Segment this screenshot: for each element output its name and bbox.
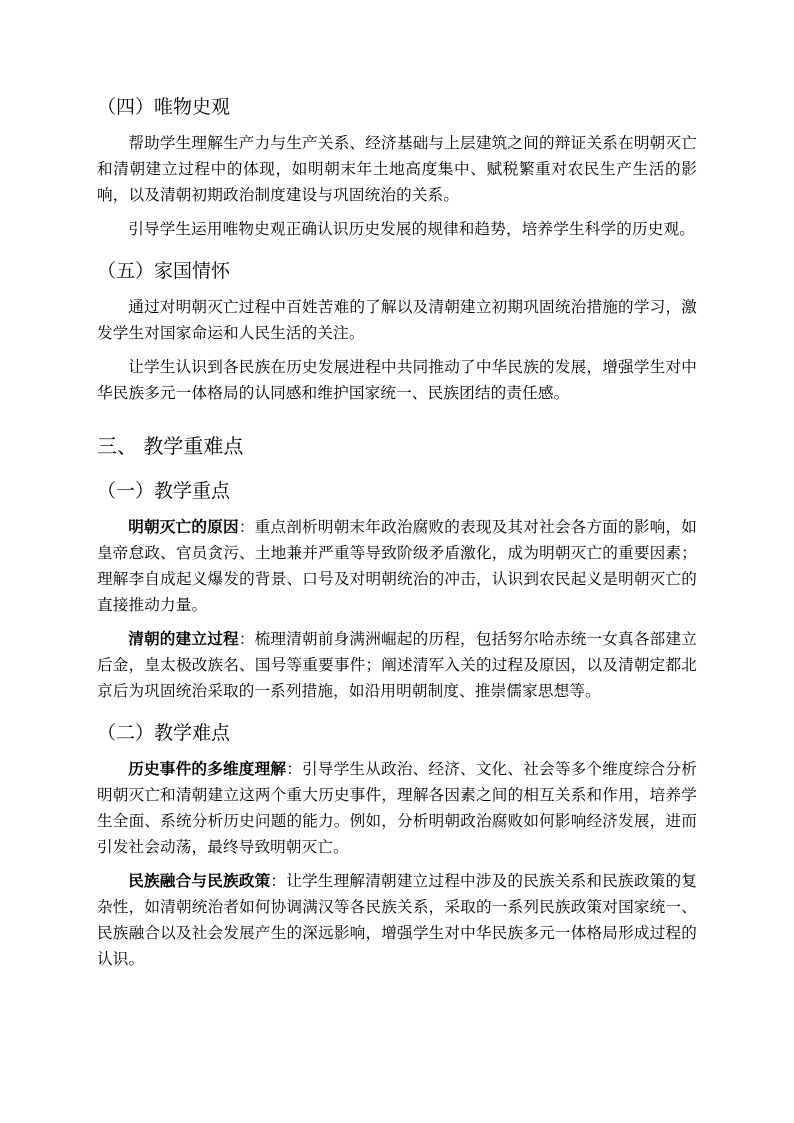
paragraph-difficulty-ethnic-policy	[97, 868, 697, 972]
focus-label-ming-fall: 明朝灭亡的原因	[128, 518, 239, 536]
focus-text-qing-founding: ：梳理清朝前身满洲崛起的历程，包括努尔哈赤统一女真各部建立后金，皇太极改族名、国号等重要事件；阐述清军入关的过程及原因，以及清朝定都北京后为巩固统治采取的一系列措施，如沿用明朝制度、推崇儒家思想等。	[97, 630, 697, 700]
section-heading-teaching-focus: （一）教学重点	[97, 480, 231, 502]
document-page	[97, 92, 697, 972]
difficulty-label-ethnic-policy: 民族融合与民族政策	[128, 872, 271, 890]
section-heading-materialism: （四）唯物史观	[97, 96, 231, 118]
difficulty-label-multidimensional: 历史事件的多维度理解	[128, 760, 287, 778]
focus-text-ming-fall: ：重点剖析明朝末年政治腐败的表现及其对社会各方面的影响，如皇帝怠政、官员贪污、土地兼并严重等导致阶级矛盾激化，成为明朝灭亡的重要因素；理解李自成起义爆发的背景、口号及对明朝统治的冲击，认识到农民起义是明朝灭亡的直接推动力量。	[97, 518, 697, 614]
chapter-heading-key-difficult-points: 三、 教学重难点	[97, 434, 244, 458]
paragraph-patriotism-1: 通过对明朝灭亡过程中百姓苦难的了解以及清朝建立初期巩固统治措施的学习，激发学生对国家命运和人民生活的关注。	[97, 298, 697, 342]
section-heading-teaching-difficulty: （二）教学难点	[97, 722, 231, 744]
difficulty-text-ethnic-policy: ：让学生理解清朝建立过程中涉及的民族关系和民族政策的复杂性，如清朝统治者如何协调满汉等各民族关系，采取的一系列民族政策对国家统一、民族融合以及社会发展产生的深远影响，增强学生对中华民族多元一体格局形成过程的认识。	[97, 872, 697, 968]
paragraph-patriotism-2: 让学生认识到各民族在历史发展进程中共同推动了中华民族的发展，增强学生对中华民族多元一体格局的认同感和维护国家统一、民族团结的责任感。	[97, 358, 697, 402]
paragraph-materialism-1: 帮助学生理解生产力与生产关系、经济基础与上层建筑之间的辩证关系在明朝灭亡和清朝建立过程中的体现，如明朝末年土地高度集中、赋税繁重对农民生产生活的影响，以及清朝初期政治制度建设与巩固统治的关系。	[97, 134, 697, 204]
paragraph-focus-ming-fall	[97, 514, 697, 618]
section-heading-patriotism: （五）家国情怀	[97, 260, 231, 282]
paragraph-focus-qing-founding	[97, 626, 697, 704]
paragraph-difficulty-multidimensional	[97, 756, 697, 860]
difficulty-text-multidimensional: ：引导学生从政治、经济、文化、社会等多个维度综合分析明朝灭亡和清朝建立这两个重大历史事件，理解各因素之间的相互关系和作用，培养学生全面、系统分析历史问题的能力。例如，分析明朝政治腐败如何影响经济发展，进而引发社会动荡，最终导致明朝灭亡。	[97, 760, 697, 856]
paragraph-materialism-2: 引导学生运用唯物史观正确认识历史发展的规律和趋势，培养学生科学的历史观。	[128, 220, 695, 238]
focus-label-qing-founding: 清朝的建立过程	[128, 630, 239, 648]
